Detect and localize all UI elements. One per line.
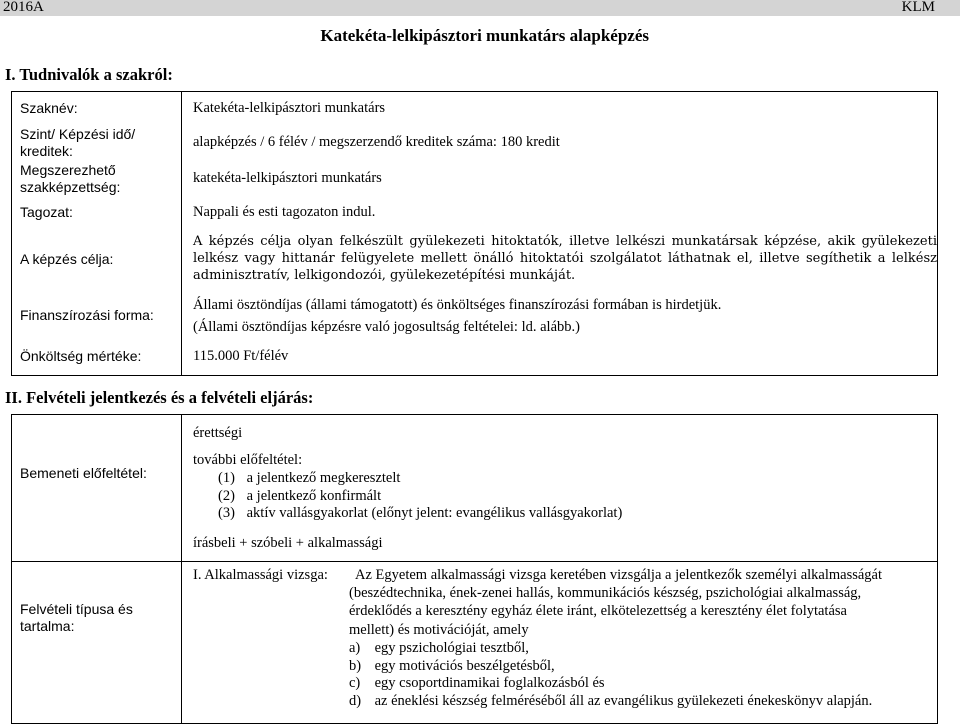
label-szint-line2: kreditek: [20, 143, 73, 159]
label-finanszirozas: Finanszírozási forma: [20, 307, 154, 323]
aptitude-item: b) egy motivációs beszélgetésből, [349, 657, 555, 674]
label-szint-line1: Szint/ Képzési idő/ [20, 126, 136, 142]
aptitude-item: d) az éneklési készség felméréséből áll az evangélikus gyülekezeti énekeskönyv alapján. [349, 692, 873, 709]
header-abbrev: KLM [901, 0, 935, 15]
aptitude-list [349, 640, 872, 710]
aptitude-item: c) egy csoportdinamikai foglalkozásból és [349, 675, 605, 691]
aptitude-line3: érdeklődés a keresztény egyház élete iránt, elkötelezettség a keresztény élet folytatása [349, 603, 847, 619]
label-bemeneti: Bemeneti előfeltétel: [20, 465, 147, 481]
header-code: 2016A [3, 0, 44, 15]
value-finanszirozas-line2: (Állami ösztöndíjas képzésre való jogosultság feltételei: ld. alább.) [193, 319, 580, 335]
value-finanszirozas-line1: Állami ösztöndíjas (állami támogatott) és önköltséges finanszírozási formában is hirdetjük. [193, 297, 722, 313]
value-szakkepzettseg: katekéta-lelkipásztori munkatárs [193, 170, 382, 186]
label-szaknev: Szaknév: [20, 100, 78, 116]
aptitude-line4: mellett) és motivációját, amely [349, 622, 529, 638]
entry-item: (2) a jelentkező konfirmált [218, 487, 382, 504]
value-tagozat: Nappali és esti tagozaton indul. [193, 204, 376, 220]
entry-first: érettségi [193, 425, 243, 441]
entry-item: (1) a jelentkező megkeresztelt [218, 470, 401, 486]
entry-item: (3) aktív vallásgyakorlat (előnyt jelent: evangélikus vallásgyakorlat) [218, 505, 623, 521]
document-title: Katekéta-lelkipásztori munkatárs alapképzés [320, 26, 649, 45]
label-onkoltseg: Önköltség mértéke: [20, 348, 142, 364]
entry-more-title: további előfeltétel: [193, 452, 303, 468]
label-felveteli-line2: tartalma: [20, 618, 75, 634]
value-onkoltseg: 115.000 Ft/félév [193, 348, 289, 364]
aptitude-head: I. Alkalmassági vizsga: [193, 567, 328, 583]
aptitude-line1: Az Egyetem alkalmassági vizsga keretében vizsgálja a jelentkezők személyi alkalmasságát [355, 567, 883, 583]
entry-list [218, 470, 622, 523]
label-szakkepzettseg-line2: szakképzettség: [20, 179, 121, 195]
label-tagozat: Tagozat: [20, 204, 73, 220]
section-1-title: I. Tudnivalók a szakról: [5, 65, 173, 84]
exam-types: írásbeli + szóbeli + alkalmassági [193, 535, 383, 551]
section-2-title: II. Felvételi jelentkezés és a felvételi eljárás: [5, 388, 314, 407]
aptitude-line2: (beszédtechnika, ének-zenei hallás, kommunikációs készség, pszichológiai alkalmasság, [349, 585, 862, 601]
value-kepzes-celja: A képzés célja olyan felkészült gyülekezeti hitoktatók, illetve lelkészi munkatársak képzése, akik gyülekezeti lelkész vagy hittanár felügyelete mellett önálló hitoktatói szolgálatot láthatnak el, illetve segíthetik a lelkész adminisztratív, lelkigondozói, gyülekezetépítési munkáját. [193, 234, 937, 283]
value-szaknev: Katekéta-lelkipásztori munkatárs [193, 100, 386, 116]
label-kepzes-celja: A képzés célja: [20, 251, 114, 267]
label-szakkepzettseg-line1: Megszerezhető [20, 162, 116, 178]
aptitude-item: a) egy pszichológiai tesztből, [349, 640, 529, 656]
value-szint: alapképzés / 6 félév / megszerzendő kreditek száma: 180 kredit [193, 134, 560, 150]
page-header-bar [0, 0, 960, 16]
label-felveteli-line1: Felvételi típusa és [20, 601, 133, 617]
